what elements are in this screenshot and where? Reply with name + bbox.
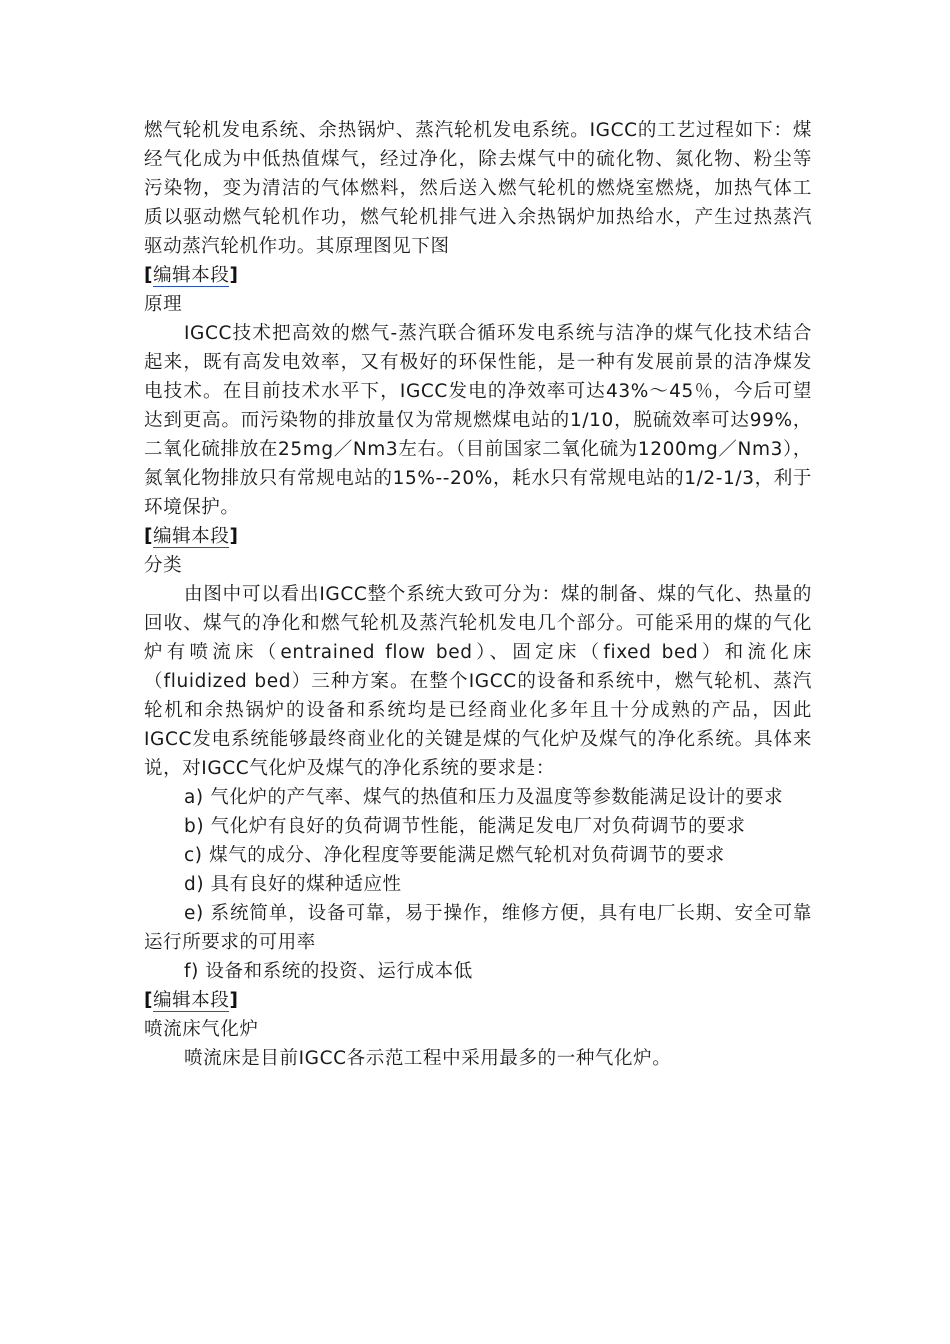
bracket-open: [	[144, 990, 154, 1011]
requirement-item-c: c) 煤气的成分、净化程度等要能满足燃气轮机对负荷调节的要求	[184, 845, 725, 866]
edit-section-link-row	[144, 522, 812, 551]
bracket-open: [	[144, 526, 154, 547]
document-page	[144, 116, 812, 1073]
bracket-close: ]	[229, 526, 239, 547]
requirement-item-f: f) 设备和系统的投资、运行成本低	[184, 961, 473, 982]
edit-section-link[interactable]: 编辑本段	[153, 265, 230, 286]
section-heading-classification: 分类	[144, 555, 183, 576]
section-heading-entrained: 喷流床气化炉	[144, 1019, 259, 1040]
entrained-paragraph: 喷流床是目前IGCC各示范工程中采用最多的一种气化炉。	[184, 1048, 672, 1069]
edit-section-link-row	[144, 986, 812, 1015]
edit-section-link[interactable]: 编辑本段	[153, 526, 230, 547]
bracket-close: ]	[229, 990, 239, 1011]
requirement-item-b: b) 气化炉有良好的负荷调节性能，能满足发电厂对负荷调节的要求	[184, 816, 746, 837]
edit-section-link[interactable]: 编辑本段	[153, 990, 230, 1011]
intro-paragraph: 燃气轮机发电系统、余热锅炉、蒸汽轮机发电系统。IGCC的工艺过程如下：煤经气化成为中低热值煤气，经过净化，除去煤气中的硫化物、氮化物、粉尘等污染物，变为清洁的气体燃料，然后送入燃气轮机的燃烧室燃烧，加热气体工质以驱动燃气轮机作功，燃气轮机排气进入余热锅炉加热给水，产生过热蒸汽驱动蒸汽轮机作功。其原理图见下图	[144, 120, 812, 257]
requirement-item-e: e) 系统简单，设备可靠，易于操作，维修方便，具有电厂长期、安全可靠运行所要求的可用率	[144, 903, 812, 953]
edit-section-link-row	[144, 261, 812, 290]
requirement-item-a: a) 气化炉的产气率、煤气的热值和压力及温度等参数能满足设计的要求	[184, 787, 784, 808]
bracket-open: [	[144, 265, 154, 286]
section-heading-principle: 原理	[144, 294, 183, 315]
principle-paragraph: IGCC技术把高效的燃气-蒸汽联合循环发电系统与洁净的煤气化技术结合起来，既有高发电效率，又有极好的环保性能，是一种有发展前景的洁净煤发电技术。在目前技术水平下，IGCC发电的净效率可达43%～45％，今后可望达到更高。而污染物的排放量仅为常规燃煤电站的1/10，脱硫效率可达99%，二氧化硫排放在25mg／Nm3左右。（目前国家二氧化硫为1200mg／Nm3），氮氧化物排放只有常规电站的15%--20%，耗水只有常规电站的1/2-1/3，利于环境保护。	[144, 323, 812, 518]
classification-paragraph: 由图中可以看出IGCC整个系统大致可分为：煤的制备、煤的气化、热量的回收、煤气的净化和燃气轮机及蒸汽轮机发电几个部分。可能采用的煤的气化炉有喷流床（entrained flow bed）、固定床（fixed bed）和流化床（fluidized bed）三种方案。在整个IGCC的设备和系统中，燃气轮机、蒸汽轮机和余热锅炉的设备和系统均是已经商业化多年且十分成熟的产品，因此IGCC发电系统能够最终商业化的关键是煤的气化炉及煤气的净化系统。具体来说，对IGCC气化炉及煤气的净化系统的要求是：	[144, 584, 812, 779]
bracket-close: ]	[229, 265, 239, 286]
requirement-item-d: d) 具有良好的煤种适应性	[184, 874, 402, 895]
